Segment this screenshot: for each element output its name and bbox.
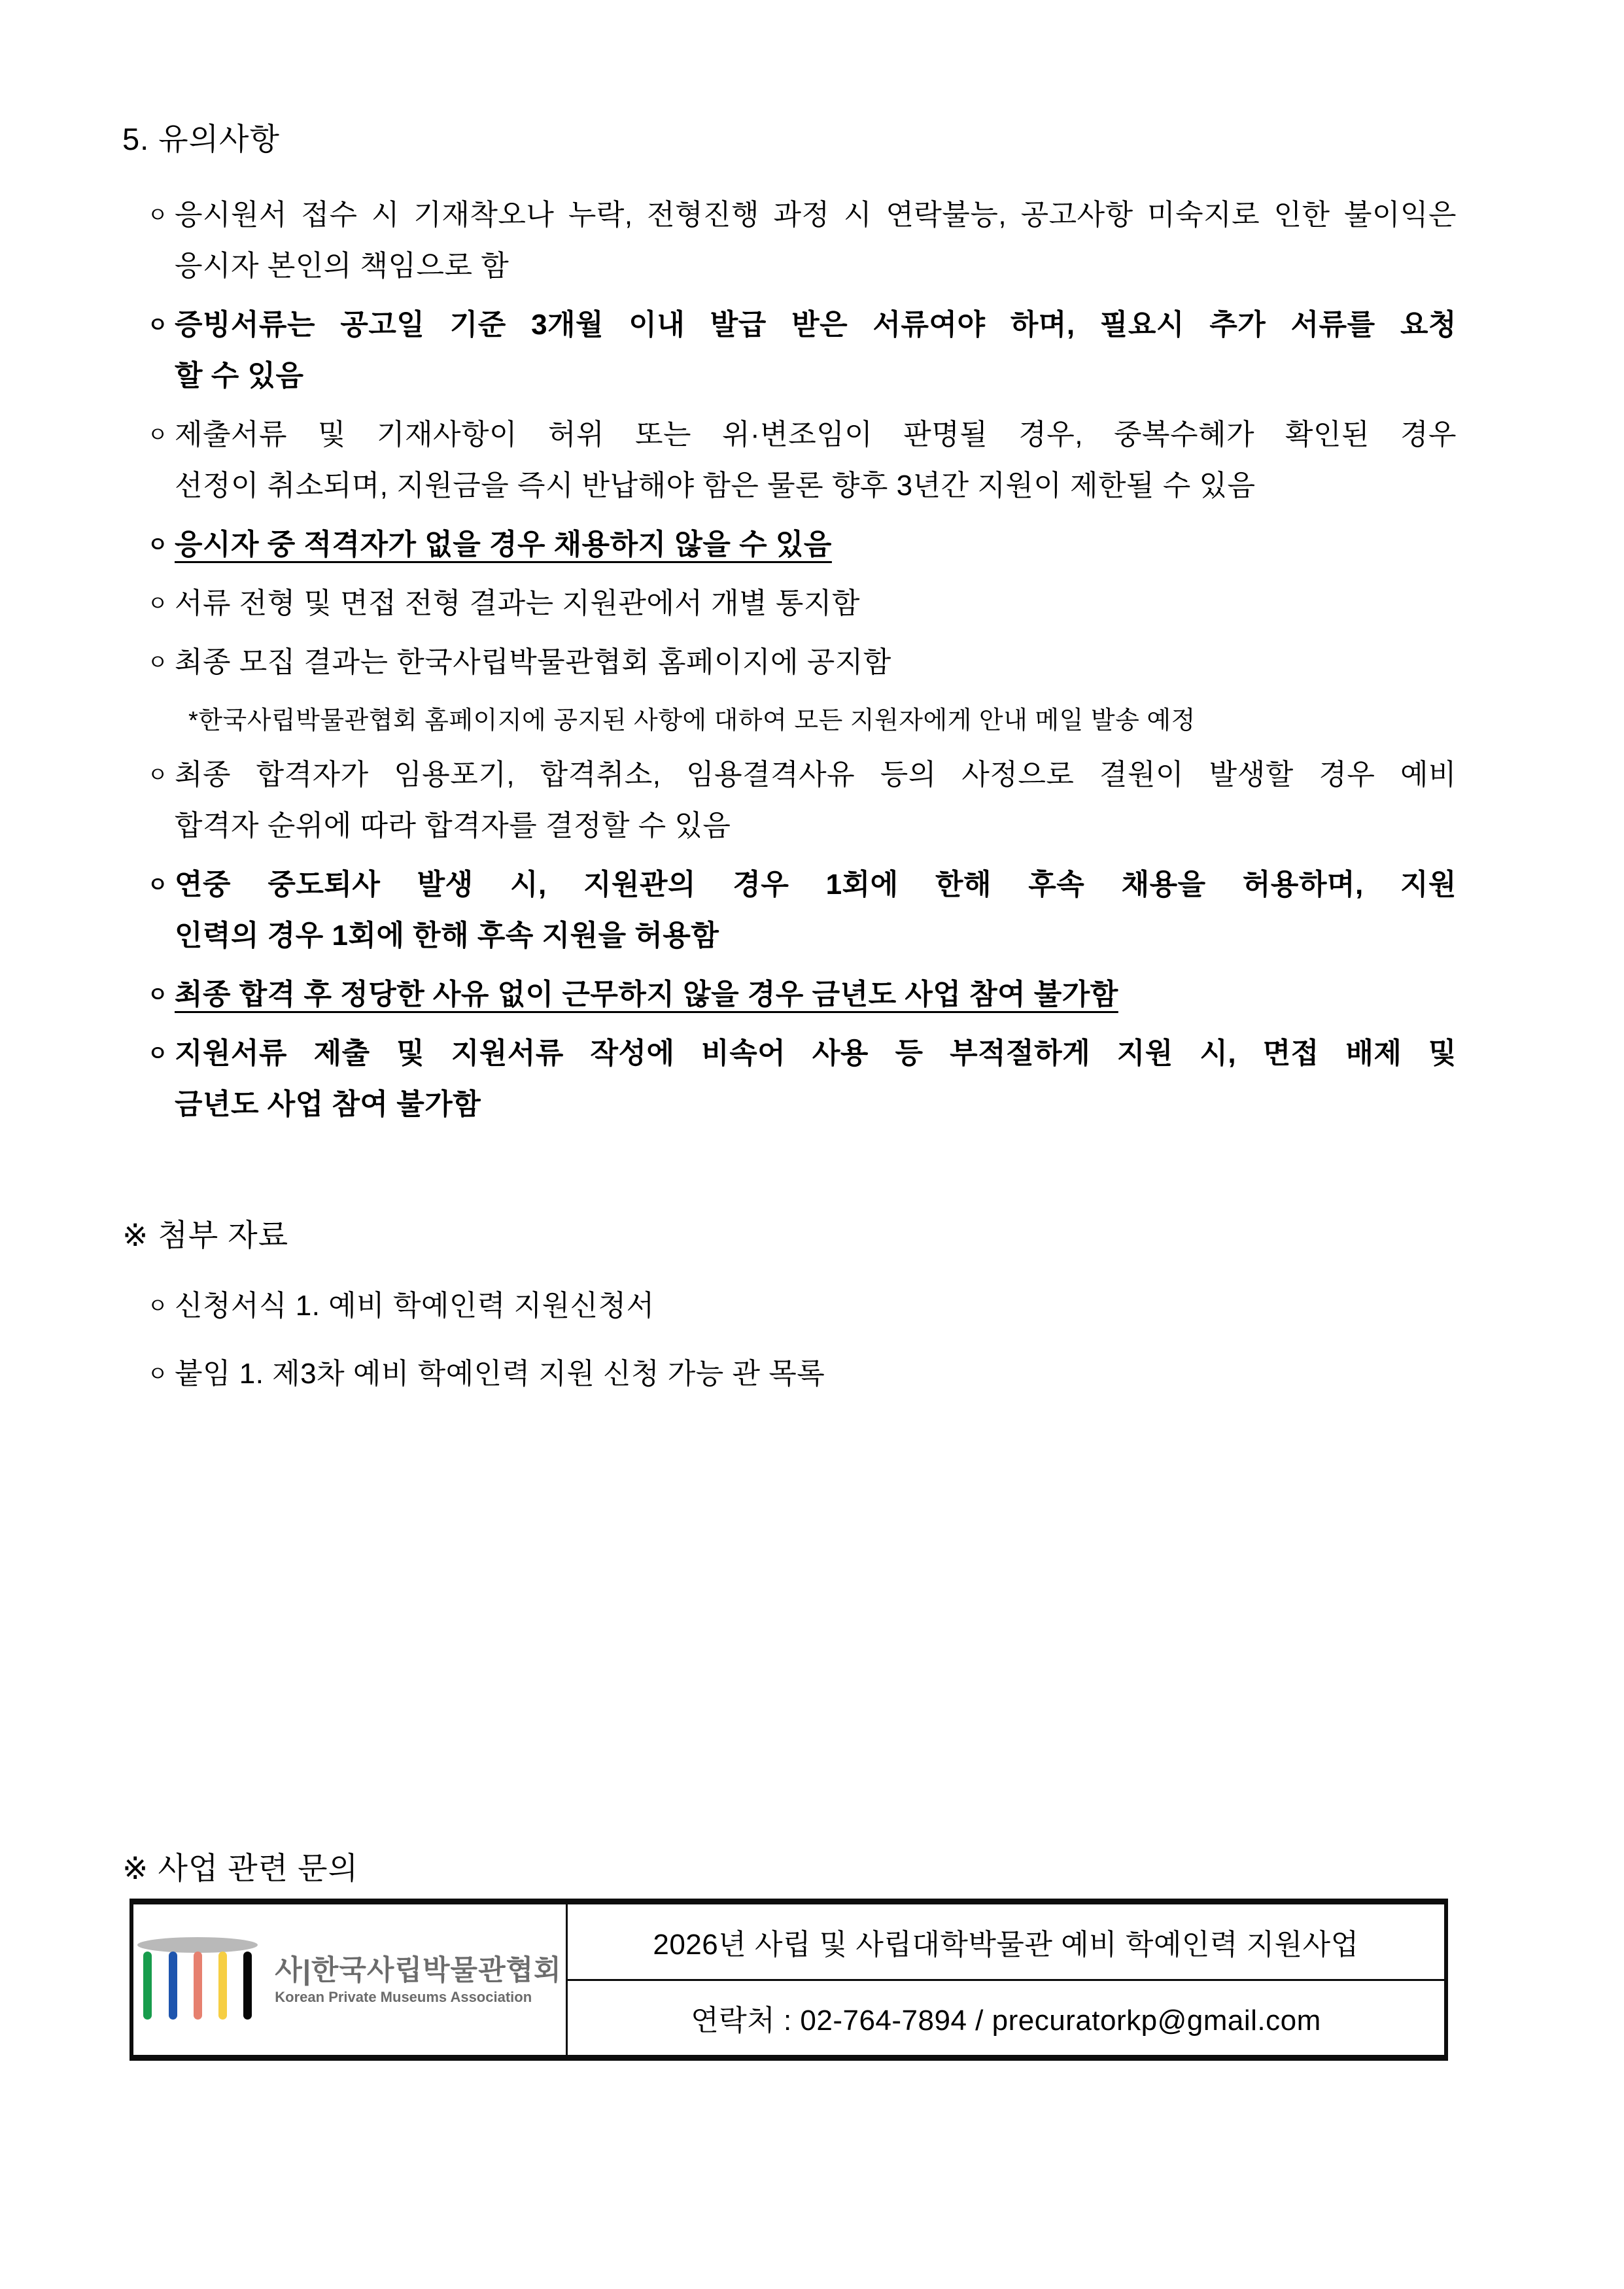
precaution-item-line: 최종 모집 결과는 한국사립박물관협회 홈페이지에 공지함: [175, 646, 891, 678]
precaution-item: [122, 578, 1457, 629]
precaution-item-text: [175, 519, 1457, 570]
precaution-item: [122, 300, 1457, 402]
precaution-item-text: [175, 859, 1457, 961]
attachment-item-line: 신청서식 1. 예비 학예인력 지원신청서: [175, 1290, 655, 1322]
logo-english-name: Korean Private Museums Association: [275, 1988, 532, 2005]
precaution-item-line: 최종 합격 후 정당한 사유 없이 근무하지 않을 경우 금년도 사업 참여 불가함: [175, 978, 1118, 1010]
bullet-icon: ㅇ: [147, 763, 169, 787]
attachment-list: [122, 1281, 1457, 1400]
program-title: 2026년 사립 및 사립대학박물관 예비 학예인력 지원사업: [568, 1904, 1444, 1981]
attachment-item-line: 붙임 1. 제3차 예비 학예인력 지원 신청 가능 관 목록: [175, 1358, 825, 1390]
logo-pillar-bar: [143, 1952, 152, 2020]
precaution-item-line: 할 수 있음: [175, 360, 304, 392]
section-precautions: [122, 119, 1457, 1130]
precaution-item: [122, 190, 1457, 292]
precaution-item: [122, 969, 1457, 1020]
section-heading: 5. 유의사항: [122, 122, 280, 156]
precaution-item: [122, 1028, 1457, 1130]
attachment-item-text: [175, 1281, 1457, 1332]
precaution-item-line: 최종 합격자가 임용포기, 합격취소, 임용결격사유 등의 사정으로 결원이 발생할 경우 예비: [175, 759, 1457, 791]
attachment-item: [122, 1281, 1457, 1332]
precaution-item-line: 서류 전형 및 면접 전형 결과는 지원관에서 개별 통지함: [175, 587, 860, 619]
precaution-item-line: 응시자 본인의 책임으로 함: [175, 250, 510, 282]
precaution-item-line: 응시원서 접수 시 기재착오나 누락, 전형진행 과정 시 연락불능, 공고사항 미숙지로 인한 불이익은: [175, 199, 1457, 231]
precaution-item-line: 선정이 취소되며, 지원금을 즉시 반납해야 함은 물론 향후 3년간 지원이 제한될 수 있음: [175, 470, 1256, 502]
attachment-item-text: [175, 1349, 1457, 1400]
precaution-item-line: 응시자 중 적격자가 없을 경우 채용하지 않을 수 있음: [175, 528, 832, 560]
bullet-icon: ㅇ: [147, 650, 169, 674]
precaution-item-text: [175, 578, 1457, 629]
precaution-item-text: [175, 637, 1457, 688]
precaution-item: [122, 519, 1457, 570]
precaution-item-text: [175, 300, 1457, 402]
precaution-item-line: 연중 중도퇴사 발생 시, 지원관의 경우 1회에 한해 후속 채용을 허용하며, 지원: [175, 869, 1457, 901]
bullet-icon: ㅇ: [147, 591, 169, 615]
precaution-item: [122, 749, 1457, 852]
bullet-icon: ㅇ: [147, 872, 169, 897]
attachments-heading: ※ 첨부 자료: [122, 1218, 289, 1252]
kpma-logo: [137, 1937, 561, 2022]
logo-pillar-bar: [194, 1952, 202, 2020]
precaution-item-line: 제출서류 및 기재사항이 허위 또는 위·변조임이 판명될 경우, 중복수혜가 확인된 경우: [175, 419, 1457, 451]
precaution-item-line: 지원서류 제출 및 지원서류 작성에 비속어 사용 등 부적절하게 지원 시, 면접 배제 및: [175, 1037, 1457, 1069]
precaution-item-line: 합격자 순위에 따라 합격자를 결정할 수 있음: [175, 810, 731, 842]
logo-korean-name: 사|한국사립박물관협회: [275, 1954, 562, 1986]
precaution-item: [122, 859, 1457, 961]
precaution-item-text: [175, 190, 1457, 292]
bullet-icon: ㅇ: [147, 422, 169, 447]
bullet-icon: ㅇ: [147, 1362, 169, 1386]
logo-cell: [133, 1904, 568, 2055]
precaution-item-line: 증빙서류는 공고일 기준 3개월 이내 발급 받은 서류여야 하며, 필요시 추가 서류를 요청: [175, 309, 1457, 341]
contact-info: 연락처 : 02-764-7894 / precuratorkp@gmail.com: [691, 2005, 1321, 2037]
precaution-item-line: 인력의 경우 1회에 한해 후속 지원을 허용함: [175, 920, 719, 952]
logo-text: [275, 1954, 561, 2006]
precaution-item-line: 금년도 사업 참여 불가함: [175, 1088, 481, 1120]
logo-pillar-bar: [169, 1952, 177, 2020]
precaution-item-text: [175, 969, 1457, 1020]
bullet-icon: ㅇ: [147, 1294, 169, 1318]
precaution-item-text: [175, 749, 1457, 852]
logo-pillar-bar: [218, 1952, 227, 2020]
contact-table-right-column: [568, 1904, 1444, 2055]
footnote: *한국사립박물관협회 홈페이지에 공지된 사항에 대하여 모든 지원자에게 안내 메일 발송 예정: [188, 707, 1196, 734]
precaution-item-text: [175, 409, 1457, 511]
logo-roof-shape: [137, 1937, 258, 1953]
attachment-item: [122, 1349, 1457, 1400]
bullet-icon: ㅇ: [147, 1041, 169, 1065]
bullet-icon: ㅇ: [147, 982, 169, 1007]
museum-roof-pillars-icon: [137, 1937, 258, 2022]
precaution-item: [122, 637, 1457, 688]
bullet-icon: ㅇ: [147, 313, 169, 337]
section-attachments: [122, 1215, 1457, 1400]
bullet-icon: ㅇ: [147, 203, 169, 227]
contact-table: [130, 1899, 1448, 2061]
precaution-list: [122, 190, 1457, 1130]
precaution-item-text: [175, 1028, 1457, 1130]
bullet-icon: ㅇ: [147, 532, 169, 557]
logo-pillar-bars: [143, 1952, 252, 2020]
precaution-item: [122, 409, 1457, 511]
inquiry-heading: ※ 사업 관련 문의: [122, 1851, 358, 1885]
logo-pillar-bar: [243, 1952, 252, 2020]
